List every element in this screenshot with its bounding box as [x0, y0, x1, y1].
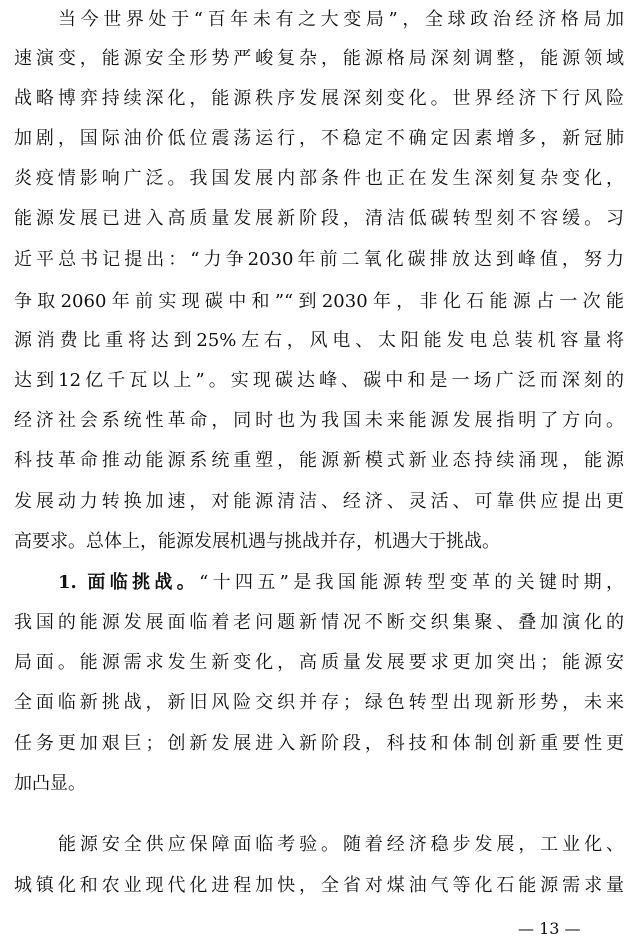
paragraph-line: 战略博弈持续深化，能源秩序发展深刻变化。世界经济下行风险 [14, 88, 624, 109]
paragraph-text: “十四五”是我国能源转型变革的关键时期， [199, 572, 624, 593]
paragraph-line: 速演变，能源安全形势严峻复杂，能源格局深刻调整，能源领域 [14, 48, 624, 69]
page-number: — 13 — [518, 919, 581, 938]
paragraph-line: 争取2060年前实现碳中和”“到2030年，非化石能源占一次能 [14, 291, 624, 312]
paragraph-line: 当今世界处于“百年未有之大变局”，全球政治经济格局加 [58, 9, 624, 30]
paragraph-line: 发展动力转换加速，对能源清洁、经济、灵活、可靠供应提出更 [14, 491, 624, 512]
paragraph-line: 能源安全供应保障面临考验。随着经济稳步发展，工业化、 [58, 834, 624, 855]
paragraph-line: 局面。能源需求发生新变化，高质量发展要求更加突出；能源安 [14, 652, 624, 673]
paragraph-line: 近平总书记提出：“力争2030年前二氧化碳排放达到峰值，努力 [14, 249, 624, 270]
section-heading-line [58, 568, 624, 598]
paragraph-line: 任务更加艰巨；创新发展进入新阶段，科技和体制创新重要性更 [14, 733, 624, 754]
paragraph-line: 科技革命推动能源系统重塑，能源新模式新业态持续涌现，能源 [14, 450, 624, 471]
paragraph-line: 加凸显。 [14, 773, 86, 794]
paragraph-line: 达到12亿千瓦以上”。实现碳达峰、碳中和是一场广泛而深刻的 [14, 370, 624, 391]
paragraph-line: 能源发展已进入高质量发展新阶段，清洁低碳转型刻不容缓。习 [14, 208, 624, 229]
paragraph-line: 我国的能源发展面临着老问题新情况不断交织集聚、叠加演化的 [14, 612, 624, 633]
paragraph-line: 炎疫情影响广泛。我国发展内部条件也正在发生深刻复杂变化， [14, 168, 624, 189]
paragraph-line: 城镇化和农业现代化进程加快，全省对煤油气等化石能源需求量 [14, 875, 624, 896]
paragraph-line: 加剧，国际油价低位震荡运行，不稳定不确定因素增多，新冠肺 [14, 128, 624, 149]
section-heading: 1. 面临挑战。 [58, 572, 200, 593]
paragraph-line: 经济社会系统性革命，同时也为我国未来能源发展指明了方向。 [14, 410, 624, 431]
paragraph-line: 高要求。总体上，能源发展机遇与挑战并存，机遇大于挑战。 [14, 531, 500, 552]
paragraph-line: 源消费比重将达到25%左右，风电、太阳能发电总装机容量将 [14, 330, 624, 351]
paragraph-line: 全面临新挑战，新旧风险交织并存；绿色转型出现新形势，未来 [14, 692, 624, 713]
